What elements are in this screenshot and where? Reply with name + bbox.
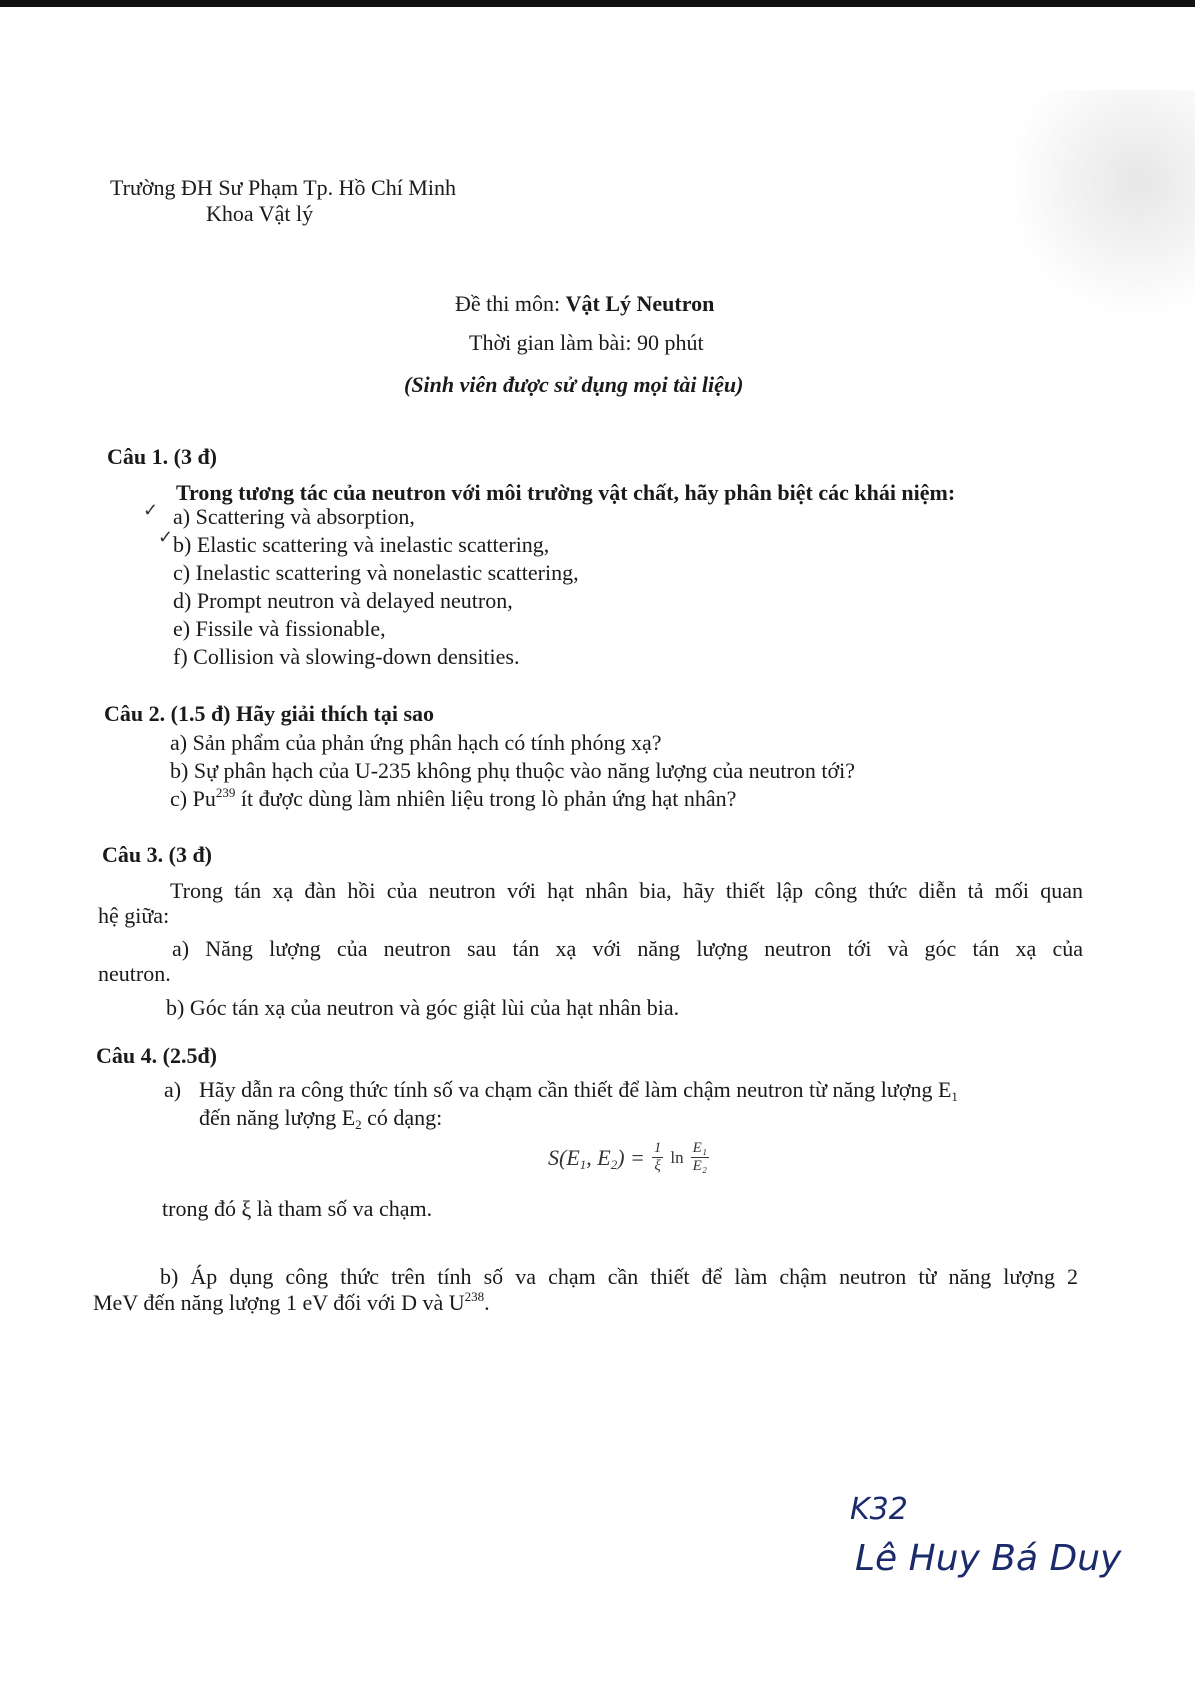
exam-subject-prefix: Đề thi môn: xyxy=(455,291,566,316)
q3-intro-cont: hệ giữa: xyxy=(98,903,170,928)
q1-intro: Trong tương tác của neutron với môi trường vật chất, hãy phân biệt các khái niệm: xyxy=(176,480,956,505)
exam-subject-line xyxy=(455,291,714,317)
q3-item-a-cont: neutron. xyxy=(98,961,171,986)
q1-title: Câu 1. (3 đ) xyxy=(107,444,218,469)
q3-item-b: b) Góc tán xạ của neutron và góc giật lùi của hạt nhân bia. xyxy=(166,995,680,1020)
q3-item-a: a) Năng lượng của neutron sau tán xạ với năng lượng neutron tới và góc tán xạ của xyxy=(172,936,1083,961)
q4-item-a: Hãy dẫn ra công thức tính số va chạm cần thiết để làm chậm neutron từ năng lượng $E_1$ xyxy=(199,1077,958,1104)
q2-item: b) Sự phân hạch của U-235 không phụ thuộc vào năng lượng của neutron tới? xyxy=(170,758,855,783)
formula-fraction: $\frac{\text{E₁}}{\text{E₂}}$ xyxy=(692,1140,708,1174)
q3-title: Câu 3. (3 đ) xyxy=(102,842,213,867)
q4-item-a-cont: đến năng lượng $E_2$ có dạng: xyxy=(199,1105,443,1132)
collision-formula: $S(E_1$, $E_2$) = $\frac{1}{\xi}$ ln $\frac{\text{E₁}}{\text{E₂}}$ xyxy=(548,1140,708,1174)
faculty-name: Khoa Vật lý xyxy=(206,201,314,226)
handwritten-class-code: K32 xyxy=(850,1492,908,1527)
formula-fraction: $\frac{1}{\xi}$ xyxy=(653,1140,662,1174)
q4-item-a-label: a) xyxy=(164,1077,182,1102)
q1-item: f) Collision và slowing-down densities. xyxy=(173,644,520,669)
exam-subject: Vật Lý Neutron xyxy=(565,291,715,316)
q1-item: b) Elastic scattering và inelastic scattering, xyxy=(173,532,550,557)
q2-title: Câu 2. (1.5 đ) Hãy giải thích tại sao xyxy=(104,701,435,726)
q4-title: Câu 4. (2.5đ) xyxy=(96,1043,218,1068)
scan-noise xyxy=(1005,90,1195,320)
q1-item: e) Fissile và fissionable, xyxy=(173,616,386,641)
school-name: Trường ĐH Sư Phạm Tp. Hồ Chí Minh xyxy=(110,175,456,200)
q3-intro: Trong tán xạ đàn hồi của neutron với hạt nhân bia, hãy thiết lập công thức diễn tả mối quan xyxy=(170,878,1083,903)
exam-duration: Thời gian làm bài: 90 phút xyxy=(469,330,704,355)
check-mark-icon: ✓ xyxy=(158,527,174,547)
q2-item: c) Pu$^{239}$ ít được dùng làm nhiên liệu trong lò phản ứng hạt nhân? xyxy=(170,785,737,811)
exam-note: (Sinh viên được sử dụng mọi tài liệu) xyxy=(404,372,744,397)
q1-item: d) Prompt neutron và delayed neutron, xyxy=(173,588,513,613)
q4-item-b-cont: MeV đến năng lượng 1 eV đối với D và $U^{238}$. xyxy=(93,1289,490,1315)
q4-where: trong đó ξ là tham số va chạm. xyxy=(162,1196,433,1221)
q1-item: a) Scattering và absorption, xyxy=(173,504,415,529)
q4-item-b: b) Áp dụng công thức trên tính số va chạm cần thiết để làm chậm neutron từ năng lượng 2 xyxy=(160,1264,1078,1289)
q2-item: a) Sản phẩm của phản ứng phân hạch có tính phóng xạ? xyxy=(170,730,662,755)
q1-item: c) Inelastic scattering và nonelastic scattering, xyxy=(173,560,579,585)
handwritten-signature: Lê Huy Bá Duy xyxy=(855,1538,1122,1579)
scan-edge xyxy=(0,0,1195,7)
check-mark-icon: ✓ xyxy=(143,500,159,520)
